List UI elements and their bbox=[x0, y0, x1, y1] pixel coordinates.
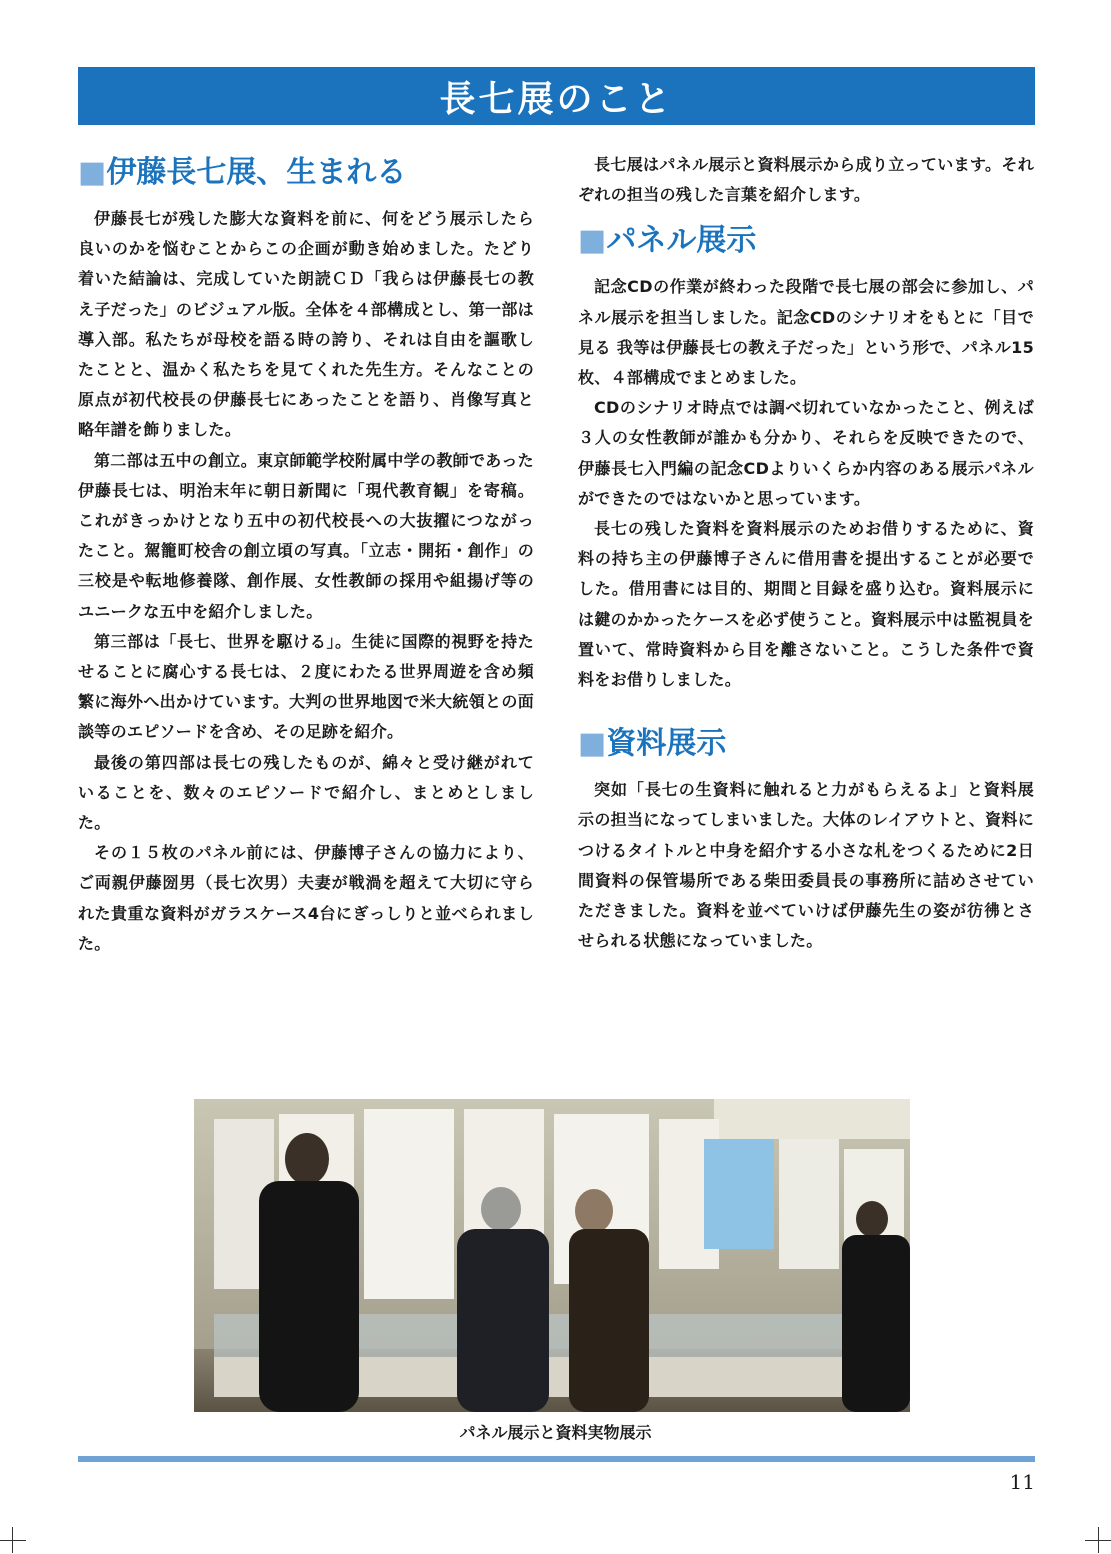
banner-title: 長七展のこと bbox=[439, 78, 674, 120]
right-column bbox=[578, 150, 1034, 956]
square-bullet-icon: ■ bbox=[578, 223, 607, 259]
left-column bbox=[78, 150, 534, 959]
section-heading-materials bbox=[578, 721, 1034, 767]
section-heading-text: 資料展示 bbox=[606, 726, 727, 762]
page-number: 11 bbox=[1009, 1470, 1035, 1494]
exhibition-photo bbox=[194, 1099, 910, 1412]
paragraph: 第二部は五中の創立。東京師範学校附属中学の教師であった伊藤長七は、明治末年に朝日新聞に「現代教育観」を寄稿。これがきっかけとなり五中の初代校長への大抜擢につながったこと。駕籠町校舎の創立頃の写真。「立志・開拓・創作」の三校是や転地修養隊、創作展、女性教師の採用や組揚げ等のユニークな五中を紹介しました。 bbox=[78, 450, 534, 621]
square-bullet-icon: ■ bbox=[578, 726, 607, 762]
crop-mark bbox=[0, 1540, 26, 1541]
footer-rule bbox=[78, 1456, 1035, 1462]
paragraph: 記念CDの作業が終わった段階で長七展の部会に参加し、パネル展示を担当しました。記念CDのシナリオをもとに「目で見る 我等は伊藤長七の教え子だった」という形で、パネル15 枚、４部構成でまとめました。 bbox=[578, 277, 1034, 388]
page-banner bbox=[78, 67, 1035, 125]
section-heading-text: パネル展示 bbox=[606, 223, 757, 259]
paragraph: 最後の第四部は長七の残したものが、綿々と受け継がれていることを、数々のエピソードで紹介し、まとめとしました。 bbox=[78, 752, 534, 833]
crop-mark bbox=[1085, 1540, 1111, 1541]
paragraph: 突如「長七の生資料に触れると力がもらえるよ」と資料展示の担当になってしまいました。大体のレイアウトと、資料につけるタイトルと中身を紹介する小さな札をつくるために2日間資料の保管場所である柴田委員長の事務所に詰めさせていただきました。資料を並べていけば伊藤先生の姿が彷彿とさせられる状態になっていました。 bbox=[578, 780, 1034, 951]
section-heading-panel bbox=[578, 218, 1034, 264]
intro-paragraph: 長七展はパネル展示と資料展示から成り立っています。それぞれの担当の残した言葉を紹介します。 bbox=[578, 155, 1034, 205]
paragraph: 伊藤長七が残した膨大な資料を前に、何をどう展示したら良いのかを悩むことからこの企画が動き始めました。たどり着いた結論は、完成していた朗読ＣＤ「我らは伊藤長七の教え子だった」のビジュアル版。全体を４部構成とし、第一部は導入部。私たちが母校を語る時の誇り、それは自由を謳歌したことと、温かく私たちを見てくれた先生方。そんなことの原点が初代校長の伊藤長七にあったことを語り、肖像写真と略年譜を飾りました。 bbox=[78, 209, 534, 440]
section-heading-origin bbox=[78, 150, 534, 196]
paragraph: 第三部は「長七、世界を駆ける」。生徒に国際的視野を持たせることに腐心する長七は、２度にわたる世界周遊を含め頻繁に海外へ出かけています。大判の世界地図で米大統領との面談等のエピソードを含め、その足跡を紹介。 bbox=[78, 631, 534, 742]
paragraph: CDのシナリオ時点では調べ切れていなかったこと、例えば３人の女性教師が誰かも分かり、それらを反映できたので、伊藤長七入門編の記念CDよりいくらか内容のある展示パネルができたのではないかと思っています。 bbox=[578, 398, 1034, 508]
photo-caption: パネル展示と資料実物展示 bbox=[459, 1423, 652, 1442]
section-heading-text: 伊藤長七展、生まれる bbox=[106, 155, 407, 190]
paragraph: その１５枚のパネル前には、伊藤博子さんの協力により、ご両親伊藤圀男（長七次男）夫妻が戦渦を超えて大切に守られた貴重な資料がガラスケース4台にぎっしりと並べられました。 bbox=[78, 843, 534, 953]
paragraph: 長七の残した資料を資料展示のためお借りするために、資料の持ち主の伊藤博子さんに借用書を提出することが必要でした。借用書には目的、期間と目録を盛り込む。資料展示には鍵のかかったケースを必ず使うこと。資料展示中は監視員を置いて、常時資料から目を離さないこと。こうした条件で資料をお借りしました。 bbox=[578, 519, 1034, 690]
exhibition-photo-illustration bbox=[194, 1099, 910, 1412]
square-bullet-icon: ■ bbox=[78, 155, 107, 190]
